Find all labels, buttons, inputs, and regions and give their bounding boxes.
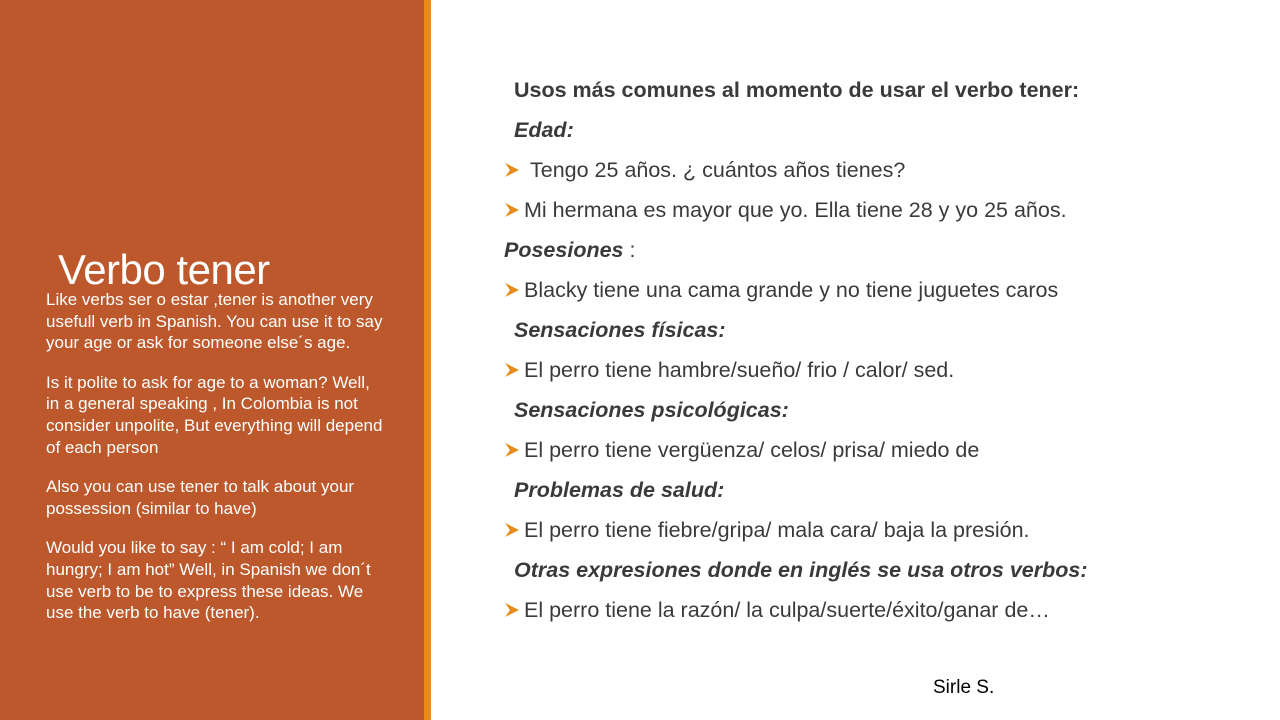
bullet-text: Mi hermana es mayor que yo. Ella tiene 28 y yo 25 años. [524,198,1067,222]
bullet-text: El perro tiene vergüenza/ celos/ prisa/ miedo de [524,438,980,462]
possession-paragraph: Also you can use tener to talk about your possession (similar to have) [46,477,355,518]
section-salud: Problemas de salud: [514,478,725,502]
sensations-paragraph: Would you like to say : “ I am cold; I am hungry; I am hot” Well, in Spanish we don´t use verb to be to express these ideas. We use the verb to have (tener). [46,538,371,623]
author-signature: Sirle S. [933,677,995,698]
bullet-item [504,190,1244,230]
section-otras: Otras expresiones donde en inglés se usa otros verbos: [514,558,1088,582]
section-posesiones [504,230,1244,270]
bullet-text: Tengo 25 años. ¿ cuántos años tienes? [530,158,906,182]
arrow-bullet-icon [504,602,520,618]
arrow-bullet-icon [504,442,520,458]
arrow-bullet-icon [504,162,520,178]
bullet-item [504,510,1244,550]
arrow-bullet-icon [504,202,520,218]
bullet-text: El perro tiene hambre/sueño/ frio / calor/ sed. [524,358,955,382]
usage-list [504,70,1244,630]
slide-title: Verbo tener [58,246,270,293]
bullet-text: El perro tiene fiebre/gripa/ mala cara/ baja la presión. [524,518,1030,542]
usage-heading: Usos más comunes al momento de usar el verbo tener: [514,78,1080,102]
section-psicologicas: Sensaciones psicológicas: [514,398,789,422]
politeness-paragraph: Is it polite to ask for age to a woman? Well, in a general speaking , In Colombia is not consider unpolite, But everything will depend of each person [46,372,383,457]
arrow-bullet-icon [504,522,520,538]
arrow-bullet-icon [504,362,520,378]
section-suffix: : [623,238,636,262]
bullet-item [504,590,1244,630]
accent-bar [424,0,431,720]
bullet-text: Blacky tiene una cama grande y no tiene juguetes caros [524,278,1059,302]
bullet-item [504,270,1244,310]
bullet-text: El perro tiene la razón/ la culpa/suerte/éxito/ganar de… [524,598,1050,622]
section-label: Posesiones [504,238,624,262]
bullet-item [504,430,1244,470]
section-fisicas: Sensaciones físicas: [514,318,726,342]
intro-paragraph: Like verbs ser o estar ,tener is another very usefull verb in Spanish. You can use it to say your age or ask for someone else´s age. [46,290,383,353]
section-edad: Edad: [514,118,574,142]
bullet-item [504,350,1244,390]
intro-text [46,289,386,642]
arrow-bullet-icon [504,282,520,298]
bullet-item [504,150,1244,190]
